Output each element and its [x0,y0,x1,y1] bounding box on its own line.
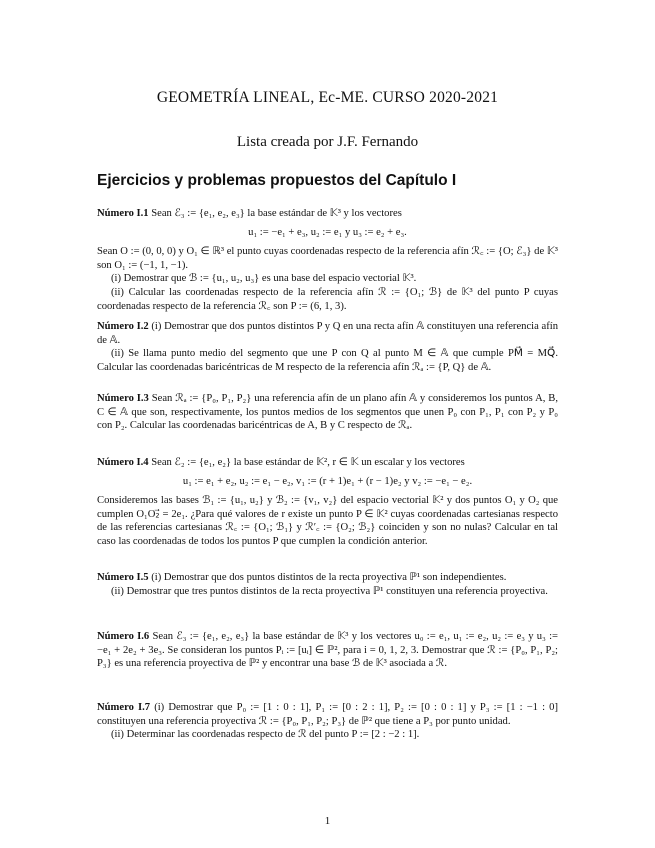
exercise-part: (i) Demostrar que dos puntos distintos de la recta proyectiva ℙ¹ son independientes. [151,572,507,583]
exercise-1 [97,207,558,313]
exercise-6 [97,630,558,671]
equation: u₁ := e₁ + e₂, u₂ := e₁ − e₂, v₁ := (r + 1)e₁ + (r − 1)e₂ y v₂ := −e₁ − e₂. [182,475,473,487]
exercise-label: Número I.7 [97,702,151,713]
section-heading: Ejercicios y problemas propuestos del Capítulo I [97,172,457,189]
exercise-5 [97,571,558,598]
exercise-text: Sean ℰ₃ := {e₁, e₂, e₃} la base estándar de 𝕂³ y los vectores u₀ := e₁, u₁ := e₂, u₂ := e₃ y u₃ := −e₁ + 2e₂ + 3e₃. Se consideran los puntos Pᵢ := [uᵢ] ∈ ℙ², para i = 0, 1, 2, 3. Demostrar que ℛ := {P₀, P₁, P₂; P₃} es una referencia proyectiva de ℙ² y encontrar una base ℬ de 𝕂³ asociada a ℛ. [97,631,558,670]
exercise-part: (ii) Se llama punto medio del segmento que une P con Q al punto M ∈ 𝔸 que cumple PM⃗ = MQ⃗. Calcular las coordenadas baricéntricas de M respecto de la referencia afín ℛₐ := {P, Q} de 𝔸. [97,348,558,373]
exercise-part: (i) Demostrar que P₀ := [1 : 0 : 1], P₁ := [0 : 2 : 1], P₂ := [0 : 0 : 1] y P₃ := [1 : −1 : 0] constituyen una referencia proyectiva ℛ := {P₀, P₁, P₂; P₃} de ℙ² que tiene a P₃ por punto unidad. [97,702,558,727]
document-subtitle: Lista creada por J.F. Fernando [236,134,419,150]
equation: u₁ := −e₁ + e₃, u₂ := e₁ y u₃ := e₂ + e₃. [248,226,407,238]
exercise-text: Sean ℛₐ := {P₀, P₁, P₂} una referencia afín de un plano afín 𝔸 y consideremos los puntos A, B, C ∈ 𝔸 que son, respectivamente, los puntos medios de los segmentos que unen P₀ con P₁, P₁ con P₂ y P₀ con P₂. Calcular las coordenadas baricéntricas de A, B y C respecto de ℛₐ. [97,393,558,432]
exercise-label: Número I.4 [97,457,149,468]
exercise-part: (ii) Demostrar que tres puntos distintos de la recta proyectiva ℙ¹ constituyen una referencia proyectiva. [111,585,548,597]
exercise-7 [97,701,558,742]
exercise-label: Número I.6 [97,631,150,642]
exercise-label: Número I.3 [97,393,149,404]
exercise-text: Sean ℰ₃ := {e₁, e₂, e₃} la base estándar de 𝕂³ y los vectores [151,208,402,219]
exercise-part: (ii) Calcular las coordenadas respecto de la referencia afín ℛ := {O₁; ℬ} de 𝕂³ del punto P cuyas coordenadas respecto de la referencia ℛ꜀ son P := (6, 1, 3). [97,286,558,312]
exercise-part: (i) Demostrar que ℬ := {u₁, u₂, u₃} es una base del espacio vectorial 𝕂³. [111,273,417,285]
exercise-part: (i) Demostrar que dos puntos distintos P y Q en una recta afín 𝔸 constituyen una referencia afín de 𝔸. [97,321,558,346]
exercise-2 [97,320,558,374]
exercise-text: Sean O := (0, 0, 0) y O₁ ∈ ℝ³ el punto cuyas coordenadas respecto de la referencia afín ℛ꜀ := {O; ℰ₃} de 𝕂³ son O₁ := (−1, 1, −1). [97,246,558,271]
page-number: 1 [324,815,331,827]
exercise-4 [97,456,558,549]
document-title: GEOMETRÍA LINEAL, Ec-ME. CURSO 2020-2021 [156,89,499,106]
exercise-label: Número I.2 [97,321,149,332]
exercise-3 [97,392,558,433]
exercise-part: (ii) Determinar las coordenadas respecto de ℛ del punto P := [2 : −2 : 1]. [111,729,420,741]
exercise-label: Número I.1 [97,208,149,219]
exercise-text: Consideremos las bases ℬ₁ := {u₁, u₂} y ℬ₂ := {v₁, v₂} del espacio vectorial 𝕂² y dos puntos O₁ y O₂ que cumplen O₁O₂⃗ = 2e₁. ¿Para qué valores de r existe un punto P ∈ 𝕂² cuyas coordenadas cartesianas respecto de las referencias cartesianas ℛ꜀ := {O₁; ℬ₁} y ℛ′꜀ := {O₂; ℬ₂} coinciden y son no nulas? Calcular en tal caso las coordenadas de todos los puntos P que cumplen la condición anterior. [97,495,558,547]
exercise-label: Número I.5 [97,572,149,583]
exercise-text: Sean ℰ₂ := {e₁, e₂} la base estándar de 𝕂², r ∈ 𝕂 un escalar y los vectores [151,457,465,468]
